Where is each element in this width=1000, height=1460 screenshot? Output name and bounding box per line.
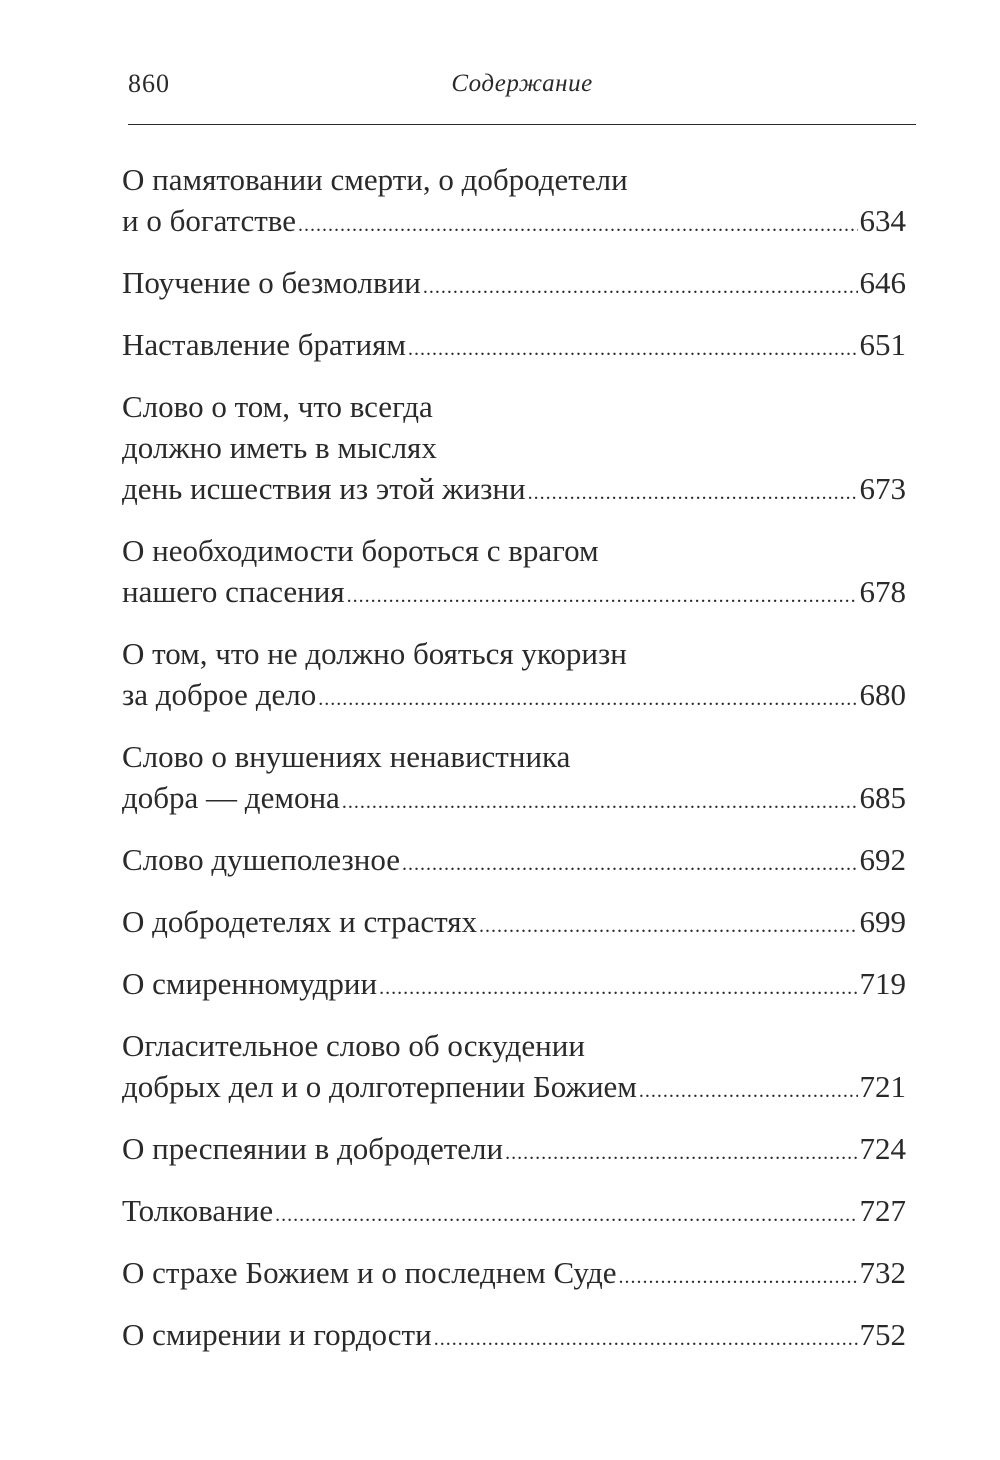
toc-page-number: 721 xyxy=(859,1069,906,1104)
toc-entry-line: Слово о том, что всегда xyxy=(122,389,433,424)
dot-leader xyxy=(505,1133,857,1174)
toc-entry xyxy=(122,159,906,241)
toc-entry xyxy=(122,963,906,1004)
toc-page-number: 752 xyxy=(859,1317,906,1352)
dot-leader xyxy=(298,205,858,246)
toc-entry xyxy=(122,1128,906,1169)
toc-entry-line: О памятовании смерти, о добродетели xyxy=(122,162,628,197)
toc-page-number: 719 xyxy=(859,966,906,1001)
toc-entry xyxy=(122,262,906,303)
toc-page-number: 678 xyxy=(859,574,906,609)
toc-entry xyxy=(122,1190,906,1231)
toc-page-number: 732 xyxy=(859,1255,906,1290)
toc-entry-line: Толкование xyxy=(122,1193,274,1228)
dot-leader xyxy=(379,968,857,1009)
toc-entry xyxy=(122,901,906,942)
toc-entry-line: О преспеянии в добродетели xyxy=(122,1131,504,1166)
table-of-contents xyxy=(122,159,906,1376)
dot-leader xyxy=(275,1195,857,1236)
toc-entry xyxy=(122,1314,906,1355)
dot-leader xyxy=(528,473,858,514)
toc-entry-line: О страхе Божием и о последнем Суде xyxy=(122,1255,617,1290)
toc-entry-line: О смирении и гордости xyxy=(122,1317,432,1352)
dot-leader xyxy=(342,782,858,823)
toc-entry-line: О добродетелях и страстях xyxy=(122,904,478,939)
header-rule xyxy=(128,124,916,125)
toc-entry-line: О том, что не должно бояться укоризн xyxy=(122,636,627,671)
running-title: Содержание xyxy=(451,70,593,97)
dot-leader xyxy=(318,679,857,720)
toc-page-number: 699 xyxy=(859,904,906,939)
toc-entry-line: и о богатстве xyxy=(122,203,296,238)
toc-page-number: 651 xyxy=(859,327,906,362)
toc-entry xyxy=(122,1025,906,1107)
toc-entry-line: Слово о внушениях ненавистника xyxy=(122,739,571,774)
toc-entry-line: должно иметь в мыслях xyxy=(122,430,437,465)
toc-entry xyxy=(122,1252,906,1293)
toc-page-number: 685 xyxy=(859,780,906,815)
dot-leader xyxy=(408,329,858,370)
dot-leader xyxy=(639,1071,858,1112)
toc-entry xyxy=(122,530,906,612)
toc-entry-line: за доброе дело xyxy=(122,677,317,712)
toc-entry-line: О смиренномудрии xyxy=(122,966,378,1001)
toc-page-number: 727 xyxy=(859,1193,906,1228)
dot-leader xyxy=(479,906,857,947)
toc-page-number: 634 xyxy=(859,203,906,238)
page-number: 860 xyxy=(128,69,170,98)
toc-entry-line: Огласительное слово об оскудении xyxy=(122,1028,585,1063)
toc-entry-line: Поучение о безмолвии xyxy=(122,265,421,300)
toc-page-number: 646 xyxy=(859,265,906,300)
toc-entry-line: Слово душеполезное xyxy=(122,842,400,877)
dot-leader xyxy=(423,267,858,308)
toc-entry xyxy=(122,324,906,365)
toc-page-number: 692 xyxy=(859,842,906,877)
toc-page-number: 724 xyxy=(859,1131,906,1166)
toc-page-number: 673 xyxy=(859,471,906,506)
toc-entry-line: добрых дел и о долготерпении Божием xyxy=(122,1069,637,1104)
toc-page-number: 680 xyxy=(859,677,906,712)
toc-entry-line: Наставление братиям xyxy=(122,327,406,362)
dot-leader xyxy=(619,1257,858,1298)
toc-entry-line: день исшествия из этой жизни xyxy=(122,471,526,506)
toc-entry xyxy=(122,386,906,509)
toc-entry-line: добра — демона xyxy=(122,780,340,815)
toc-entry xyxy=(122,736,906,818)
toc-entry-line: нашего спасения xyxy=(122,574,345,609)
toc-entry xyxy=(122,633,906,715)
toc-entry-line: О необходимости бороться с врагом xyxy=(122,533,599,568)
toc-entry xyxy=(122,839,906,880)
dot-leader xyxy=(347,576,858,617)
page-header xyxy=(128,62,916,106)
dot-leader xyxy=(402,844,858,885)
dot-leader xyxy=(434,1319,858,1360)
